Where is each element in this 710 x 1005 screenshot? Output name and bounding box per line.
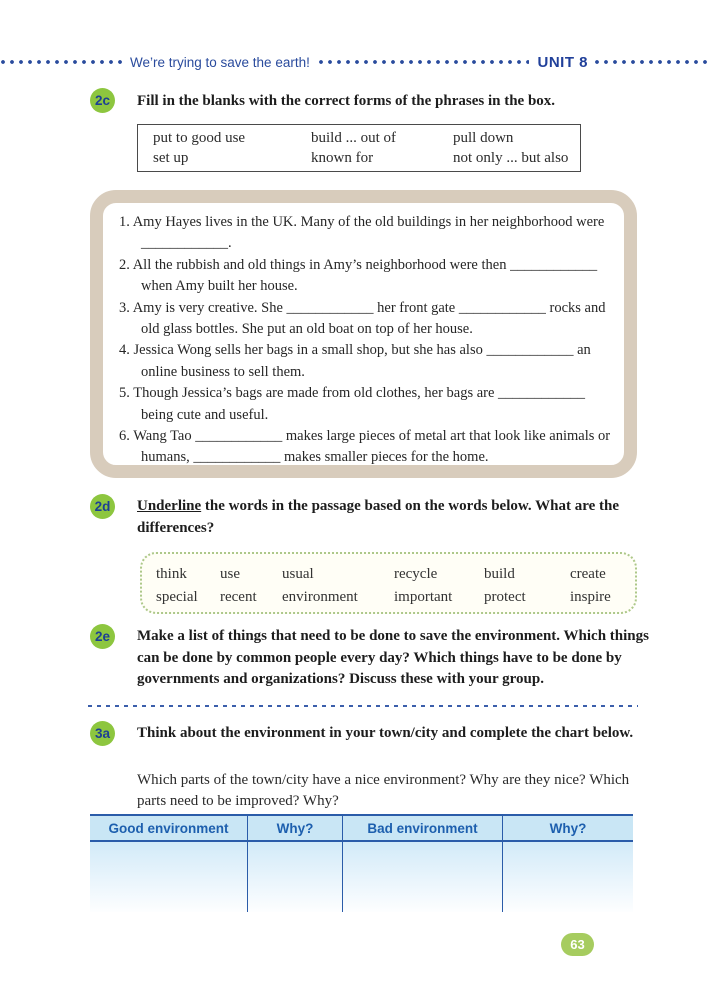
item-number: 4. <box>119 342 130 359</box>
activity-badge-2c: 2c <box>90 88 115 113</box>
section-2e-title: Make a list of things that need to be done to save the environment. Which things can be done by common people every day? Which things have to be done by governments and organizations? Discuss these with your group. <box>137 628 649 687</box>
fill-item <box>119 255 616 298</box>
exercise-box <box>90 190 637 478</box>
exercise-list <box>103 203 624 469</box>
table-cell-empty <box>248 842 343 912</box>
phrase: pull down <box>453 130 514 146</box>
dotted-rule-icon <box>318 59 530 65</box>
unit-label: UNIT 8 <box>537 53 588 71</box>
section-2d-title <box>137 496 645 539</box>
section-2c-title: Fill in the blanks with the correct forms of the phrases in the box. <box>137 93 556 109</box>
table-header-good-environment: Good environment <box>90 816 248 842</box>
item-text: Though Jessica’s bags are made from old clothes, her bags are ____________ being cute and useful. <box>133 385 586 423</box>
item-text: Jessica Wong sells her bags in a small shop, but she has also ____________ an online business to sell them. <box>133 342 591 380</box>
activity-badge-2d: 2d <box>90 494 115 519</box>
page-number-badge: 63 <box>561 933 594 956</box>
word: build <box>484 566 515 582</box>
phrase: put to good use <box>153 130 246 146</box>
table-header-row <box>90 816 633 842</box>
dotted-rule-icon <box>0 59 126 65</box>
section-3a-subtitle: Which parts of the town/city have a nice environment? Why are they nice? Which parts need to be improved? Why? <box>137 772 630 809</box>
item-text: Amy is very creative. She ____________ her front gate ____________ rocks and old glass bottles. She put an old boat on top of her house. <box>132 299 606 338</box>
page-header <box>0 54 710 70</box>
table-header-bad-environment: Bad environment <box>343 816 503 842</box>
item-number: 5. <box>119 385 130 402</box>
phrase-box <box>137 124 581 172</box>
word: usual <box>282 566 314 582</box>
word: protect <box>484 589 526 605</box>
phrase: build ... out of <box>311 130 396 146</box>
activity-badge-2e: 2e <box>90 624 115 649</box>
environment-table <box>90 814 633 912</box>
item-text: Wang Tao ____________ makes large pieces of metal art that look like animals or humans, ____________ makes smaller pieces for the home. <box>133 428 611 466</box>
table-cell-empty <box>343 842 503 912</box>
item-number: 3. <box>119 299 130 316</box>
item-number: 2. <box>119 256 130 273</box>
fill-item <box>119 212 616 255</box>
word: special <box>156 589 198 605</box>
word: think <box>156 566 187 582</box>
item-number: 6. <box>119 428 130 445</box>
fill-item <box>119 298 616 341</box>
phrase-box-col3 <box>453 128 580 171</box>
table-header-why-2: Why? <box>503 816 633 842</box>
word-box <box>140 552 637 614</box>
phrase: set up <box>153 150 189 166</box>
word: important <box>394 589 453 605</box>
table-cell-empty <box>503 842 633 912</box>
word: use <box>220 566 240 582</box>
fill-item <box>119 426 616 469</box>
item-text: All the rubbish and old things in Amy’s neighborhood were then ____________ when Amy built her house. <box>132 256 598 295</box>
fill-item <box>119 383 616 426</box>
underlined-word: Underline <box>137 498 202 514</box>
unit-tagline: We’re trying to save the earth! <box>130 54 310 70</box>
item-text: Amy Hayes lives in the UK. Many of the old buildings in her neighborhood were ____________. <box>132 214 605 252</box>
item-number: 1. <box>119 214 130 230</box>
word: inspire <box>570 589 611 605</box>
activity-badge-3a: 3a <box>90 721 115 746</box>
fill-item <box>119 340 616 383</box>
dotted-rule-icon <box>594 59 710 65</box>
phrase-box-col2 <box>311 128 453 171</box>
word: recent <box>220 589 257 605</box>
word: recycle <box>394 566 438 582</box>
phrase-box-col1 <box>153 128 311 171</box>
table-cell-empty <box>90 842 248 912</box>
phrase: not only ... but also <box>453 150 569 166</box>
phrase: known for <box>311 150 374 166</box>
section-3a-title: Think about the environment in your town/city and complete the chart below. <box>137 725 634 741</box>
table-body-row <box>90 842 633 912</box>
title-rest: the words in the passage based on the words below. What are the differences? <box>137 498 619 536</box>
word: environment <box>282 589 358 605</box>
section-divider <box>88 705 638 707</box>
table-header-why-1: Why? <box>248 816 343 842</box>
word: create <box>570 566 606 582</box>
